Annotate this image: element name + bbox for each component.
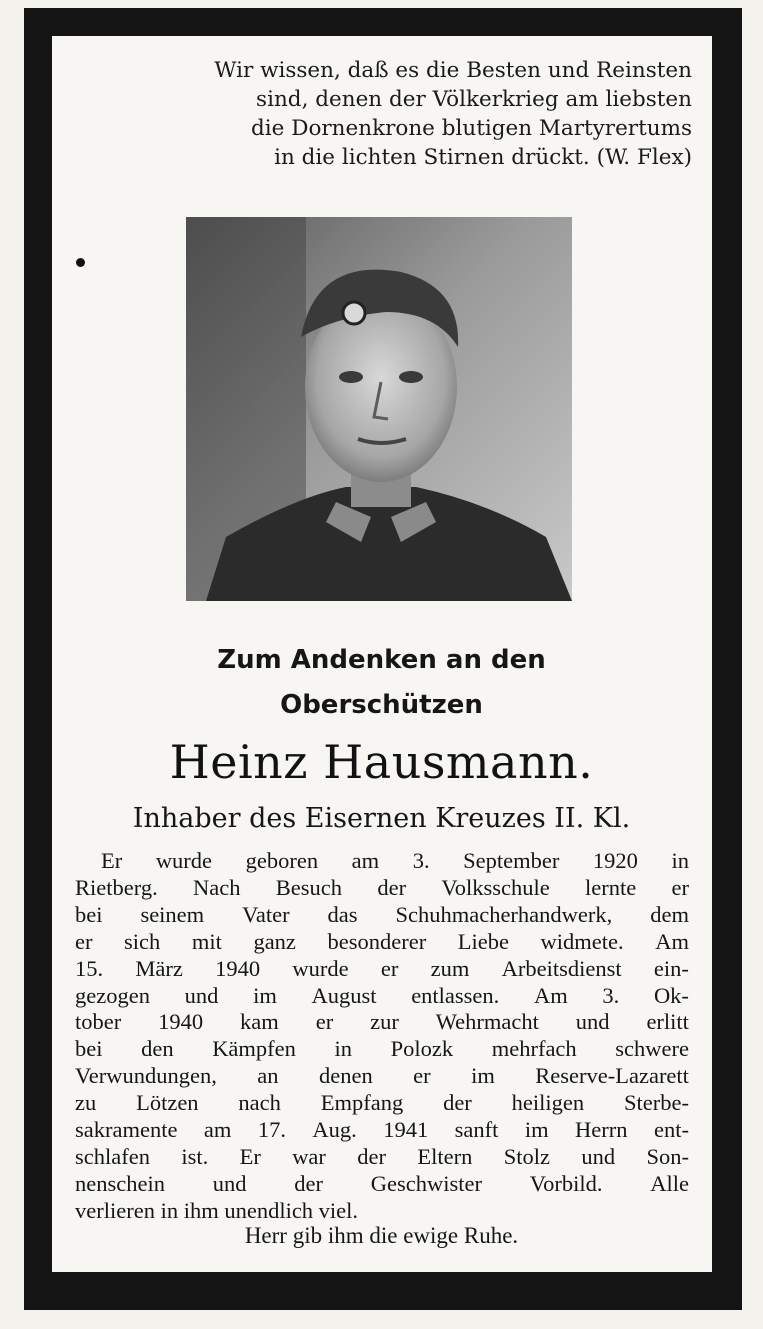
- epigraph-quote: [110, 56, 692, 172]
- quote-line: sind, denen der Völkerkrieg am liebsten: [256, 87, 692, 112]
- bio-line: schlafen ist. Er war der Eltern Stolz und Son-: [75, 1143, 689, 1169]
- bio-line: tober 1940 kam er zur Wehrmacht und erlitt: [75, 1009, 689, 1035]
- bio-line: sakramente am 17. Aug. 1941 sanft im Herrn ent-: [75, 1117, 689, 1143]
- bio-line: bei den Kämpfen in Polozk mehrfach schwere: [75, 1036, 689, 1062]
- bio-line: Verwundungen, an denen er im Reserve-Lazarett: [75, 1063, 689, 1089]
- bio-line: Er wurde geboren am 3. September 1920 in: [101, 848, 689, 873]
- bio-line: zu Lötzen nach Empfang der heiligen Sterbe-: [75, 1090, 689, 1116]
- bio-line: Rietberg. Nach Besuch der Volksschule lernte er: [75, 874, 689, 900]
- bio-line: gezogen und im August entlassen. Am 3. Ok-: [75, 982, 689, 1008]
- portrait-image: [186, 217, 572, 601]
- quote-line: die Dornenkrone blutigen Martyrertums: [251, 116, 692, 141]
- bio-line: bei seinem Vater das Schuhmacherhandwerk, dem: [75, 901, 689, 927]
- memorial-heading: Zum Andenken an den: [217, 645, 546, 675]
- ink-dot: [76, 258, 85, 267]
- quote-line: Wir wissen, daß es die Besten und Reinsten: [214, 58, 692, 83]
- military-rank: Oberschützen: [280, 690, 483, 720]
- honor-line: Inhaber des Eisernen Kreuzes II. Kl.: [132, 803, 631, 834]
- biography-text: [75, 848, 689, 1225]
- deceased-name: Heinz Hausmann.: [169, 735, 594, 789]
- bio-line: er sich mit ganz besonderer Liebe widmete. Am: [75, 928, 689, 954]
- quote-line: in die lichten Stirnen drückt. (W. Flex): [274, 145, 692, 170]
- closing-prayer: Herr gib ihm die ewige Ruhe.: [244, 1223, 519, 1248]
- bio-line: nenschein und der Geschwister Vorbild. Alle: [75, 1170, 689, 1196]
- soldier-portrait-photo: [186, 217, 572, 601]
- bio-line: 15. März 1940 wurde er zum Arbeitsdienst ein-: [75, 955, 689, 981]
- bio-line: verlieren in ihm unendlich viel.: [75, 1197, 359, 1223]
